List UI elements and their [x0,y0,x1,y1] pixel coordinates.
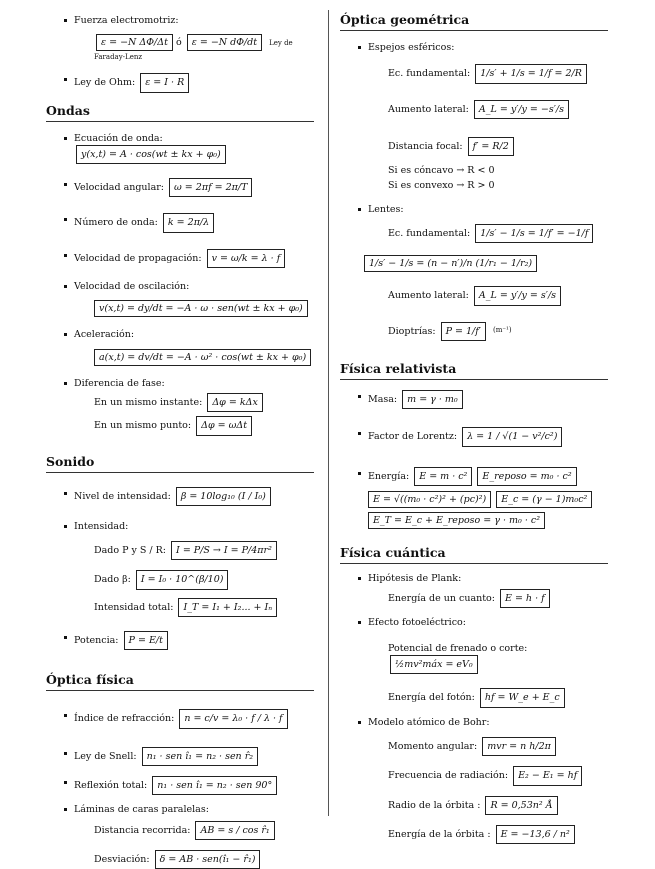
list-item [46,520,314,533]
sub-label: Dado P y S / R: [94,545,167,557]
formula-box: 1/s′ − 1/s = (n − n′)/n (1/r₁ − 1/r₂) [364,255,537,272]
formula-box: Δφ = kΔx [207,393,263,412]
sub-label: Distancia recorrida: [94,824,191,836]
item-label: Masa: [368,394,398,406]
sub-row [388,286,608,305]
section-title: Óptica geométrica [340,12,608,31]
sub-row [388,100,608,119]
sub-label: Frecuencia de radiación: [388,770,509,782]
item-label: Velocidad de propagación: [74,252,202,264]
formula-box: m = γ · m₀ [402,390,463,409]
formula-row [92,349,314,366]
formula-box: I = P/S → I = P/4πr² [171,541,277,560]
formula-row [92,300,314,317]
item-label: Ley de Ohm: [74,77,136,89]
item-label: Modelo atómico de Bohr: [368,716,490,728]
sub-row [94,416,314,435]
list-item [46,747,314,766]
formula-box: δ = AB · sen(î₁ − r̂₁) [155,850,261,869]
item-label: Factor de Lorentz: [368,431,458,443]
sub-label: Potencial de frenado o corte: [388,642,528,654]
sub-label: Desviación: [94,853,150,865]
section-title: Sonido [46,454,314,473]
list-item [46,280,314,293]
formula-box: ½mv²máx = eV₀ [390,655,478,674]
formula-box: Δφ = ωΔt [196,416,252,435]
list-item [340,716,608,729]
item-label: Energía: [368,470,410,482]
section-optica-geometrica [340,12,608,341]
section-ondas [46,103,314,436]
right-column [340,8,608,844]
sub-label: Dado β: [94,574,131,586]
sub-label: Ec. fundamental: [388,228,471,240]
item-label: Espejos esféricos: [368,42,455,53]
formula-box: A_L = y′/y = s′/s [474,286,561,305]
list-item [340,41,608,54]
sub-row [94,393,314,412]
formula-box: E = h · f [500,589,550,608]
sub-label: Aumento lateral: [388,290,469,302]
sub-row [366,512,608,529]
section-title: Física cuántica [340,545,608,564]
item-label: Ley de Snell: [74,750,137,762]
formula-box: v(x,t) = dy/dt = −A · ω · sen(wt ± kx + φ₀) [94,300,308,317]
sub-row [388,322,608,341]
formula-box: 1/s′ + 1/s = 1/f = 2/R [475,64,587,83]
formula-box: E_T = E_c + E_reposo = γ · m₀ · c² [368,512,545,529]
section-cuantica [340,545,608,844]
section-relativista [340,361,608,529]
fem-formulas [94,34,314,62]
sub-row [388,164,608,177]
sub-label: Aumento lateral: [388,103,469,115]
formula-box: a(x,t) = dv/dt = −A · ω² · cos(wt ± kx + φ₀) [94,349,311,366]
section-optica-fisica [46,672,314,869]
formula-box: k = 2π/λ [163,213,214,232]
formula-box: β = 10log₁₀ (I / I₀) [176,487,271,506]
list-item [46,487,314,506]
list-item [46,631,314,650]
item-label: Velocidad de oscilación: [74,281,190,293]
formula-box: n₁ · sen î₁ = n₂ · sen r̂₂ [142,747,258,766]
formula-box: E = m · c² [414,467,472,486]
list-item [46,803,314,816]
formula-box: E = √((m₀ · c²)² + (pc)²) [368,491,491,508]
formula-box: λ = 1 / √(1 − v²/c²) [462,427,562,446]
list-item [340,390,608,409]
list-item [340,427,608,446]
column-divider [328,10,329,816]
left-column [46,8,314,869]
list-item [46,178,314,197]
list-item-fem [46,14,314,27]
list-item [46,377,314,390]
sub-label: Si es cóncavo → R < 0 [388,165,495,177]
formula-box: v = ω/k = λ · f [207,249,286,268]
sub-row [388,737,608,756]
formula-box: y(x,t) = A · cos(wt ± kx + φ₀) [76,145,226,164]
sub-row [388,589,608,608]
formula-box: mvr = n h/2π [482,737,556,756]
sub-row [388,642,608,675]
item-label: Lentes: [368,203,404,215]
sub-row [388,224,608,243]
sub-label: Intensidad total: [94,601,174,613]
sub-label: Dioptrías: [388,325,436,337]
sub-row [388,796,608,815]
sub-label: Momento angular: [388,741,478,753]
formula-box: E = −13,6 / n² [496,825,575,844]
list-item [340,203,608,216]
sub-label: Energía del fotón: [388,692,475,704]
sub-row [94,541,314,560]
list-item [46,249,314,268]
sub-label: En un mismo punto: [94,420,192,432]
item-label: Potencia: [74,635,119,647]
formula-box: A_L = y′/y = −s′/s [474,100,569,119]
sub-row [388,825,608,844]
formula-box: E_reposo = m₀ · c² [477,467,576,486]
list-item [46,709,314,728]
item-label: Nivel de intensidad: [74,490,171,502]
section-title: Óptica física [46,672,314,691]
formula-box: 1/s′ − 1/s = 1/f′ = −1/f [475,224,593,243]
item-label: Reflexión total: [74,780,148,792]
item-label: Diferencia de fase: [74,377,165,389]
item-label: Efecto fotoeléctrico: [368,617,466,629]
formula-box: P = 1/f′ [441,322,486,341]
section-title: Ondas [46,103,314,122]
formula-box: P = E/t [124,631,168,650]
sub-label: Distancia focal: [388,141,463,153]
sub-row [94,570,314,589]
sub-row [94,850,314,869]
formula-box: R = 0,53n² Å [485,796,557,815]
formula-box: ε = −N dΦ/dt [187,34,262,51]
formula-box: E₂ − E₁ = hf [513,766,582,785]
item-label: Aceleración: [74,329,135,341]
units-note: (m⁻¹) [492,326,512,335]
formula-box: n = c/v = λ₀ · f / λ · f [179,709,287,728]
law-note: Ley de Faraday-Lenz [94,38,293,61]
sub-row [388,137,608,156]
item-label: Intensidad: [74,520,129,532]
formula-box: E_c = (γ − 1)m₀c² [496,491,592,508]
item-label: Índice de refracción: [74,713,175,725]
sub-row [388,688,608,707]
item-label: Fuerza electromotriz: [74,15,179,26]
formula-box: ε = −N ΔΦ/Δt [96,34,173,51]
sub-row [388,179,608,192]
item-label: Velocidad angular: [74,182,164,194]
sub-row [388,766,608,785]
sub-row [94,598,314,617]
formula-box: f′ = R/2 [468,137,514,156]
list-item [46,213,314,232]
formula-box: AB = s / cos r̂₁ [195,821,274,840]
formula-box: I_T = I₁ + I₂... + Iₙ [178,598,277,617]
list-item [46,776,314,795]
sub-row [362,255,608,272]
item-label: Ecuación de onda: [74,132,163,144]
sub-label: Energía de la órbita : [388,828,491,840]
formula-box: hf = W_e + E_c [480,688,565,707]
list-item [46,328,314,341]
section-sonido [46,454,314,651]
item-label: Número de onda: [74,217,158,229]
formula-box: n₁ · sen î₁ = n₂ · sen 90° [152,776,277,795]
formula-box: I = I₀ · 10^(β/10) [136,570,229,589]
formula-box: ε = I · R [140,73,189,92]
formula-box: ω = 2πf = 2π/T [169,178,252,197]
item-label: Hipótesis de Plank: [368,572,462,584]
list-item-ohm [46,73,314,92]
sub-label: Ec. fundamental: [388,68,471,80]
sub-label: En un mismo instante: [94,397,203,409]
sub-row [94,821,314,840]
item-label: Láminas de caras paralelas: [74,804,209,816]
sub-label: Si es convexo → R > 0 [388,180,495,192]
list-item [340,616,608,629]
sub-row [388,64,608,83]
sub-row [366,491,608,508]
sub-label: Energía de un cuanto: [388,593,495,605]
list-item [340,572,608,585]
sub-label: Radio de la órbita : [388,799,481,811]
connector-text: ó [175,37,182,49]
section-title: Física relativista [340,361,608,380]
list-item [340,467,608,486]
list-item [46,132,314,165]
